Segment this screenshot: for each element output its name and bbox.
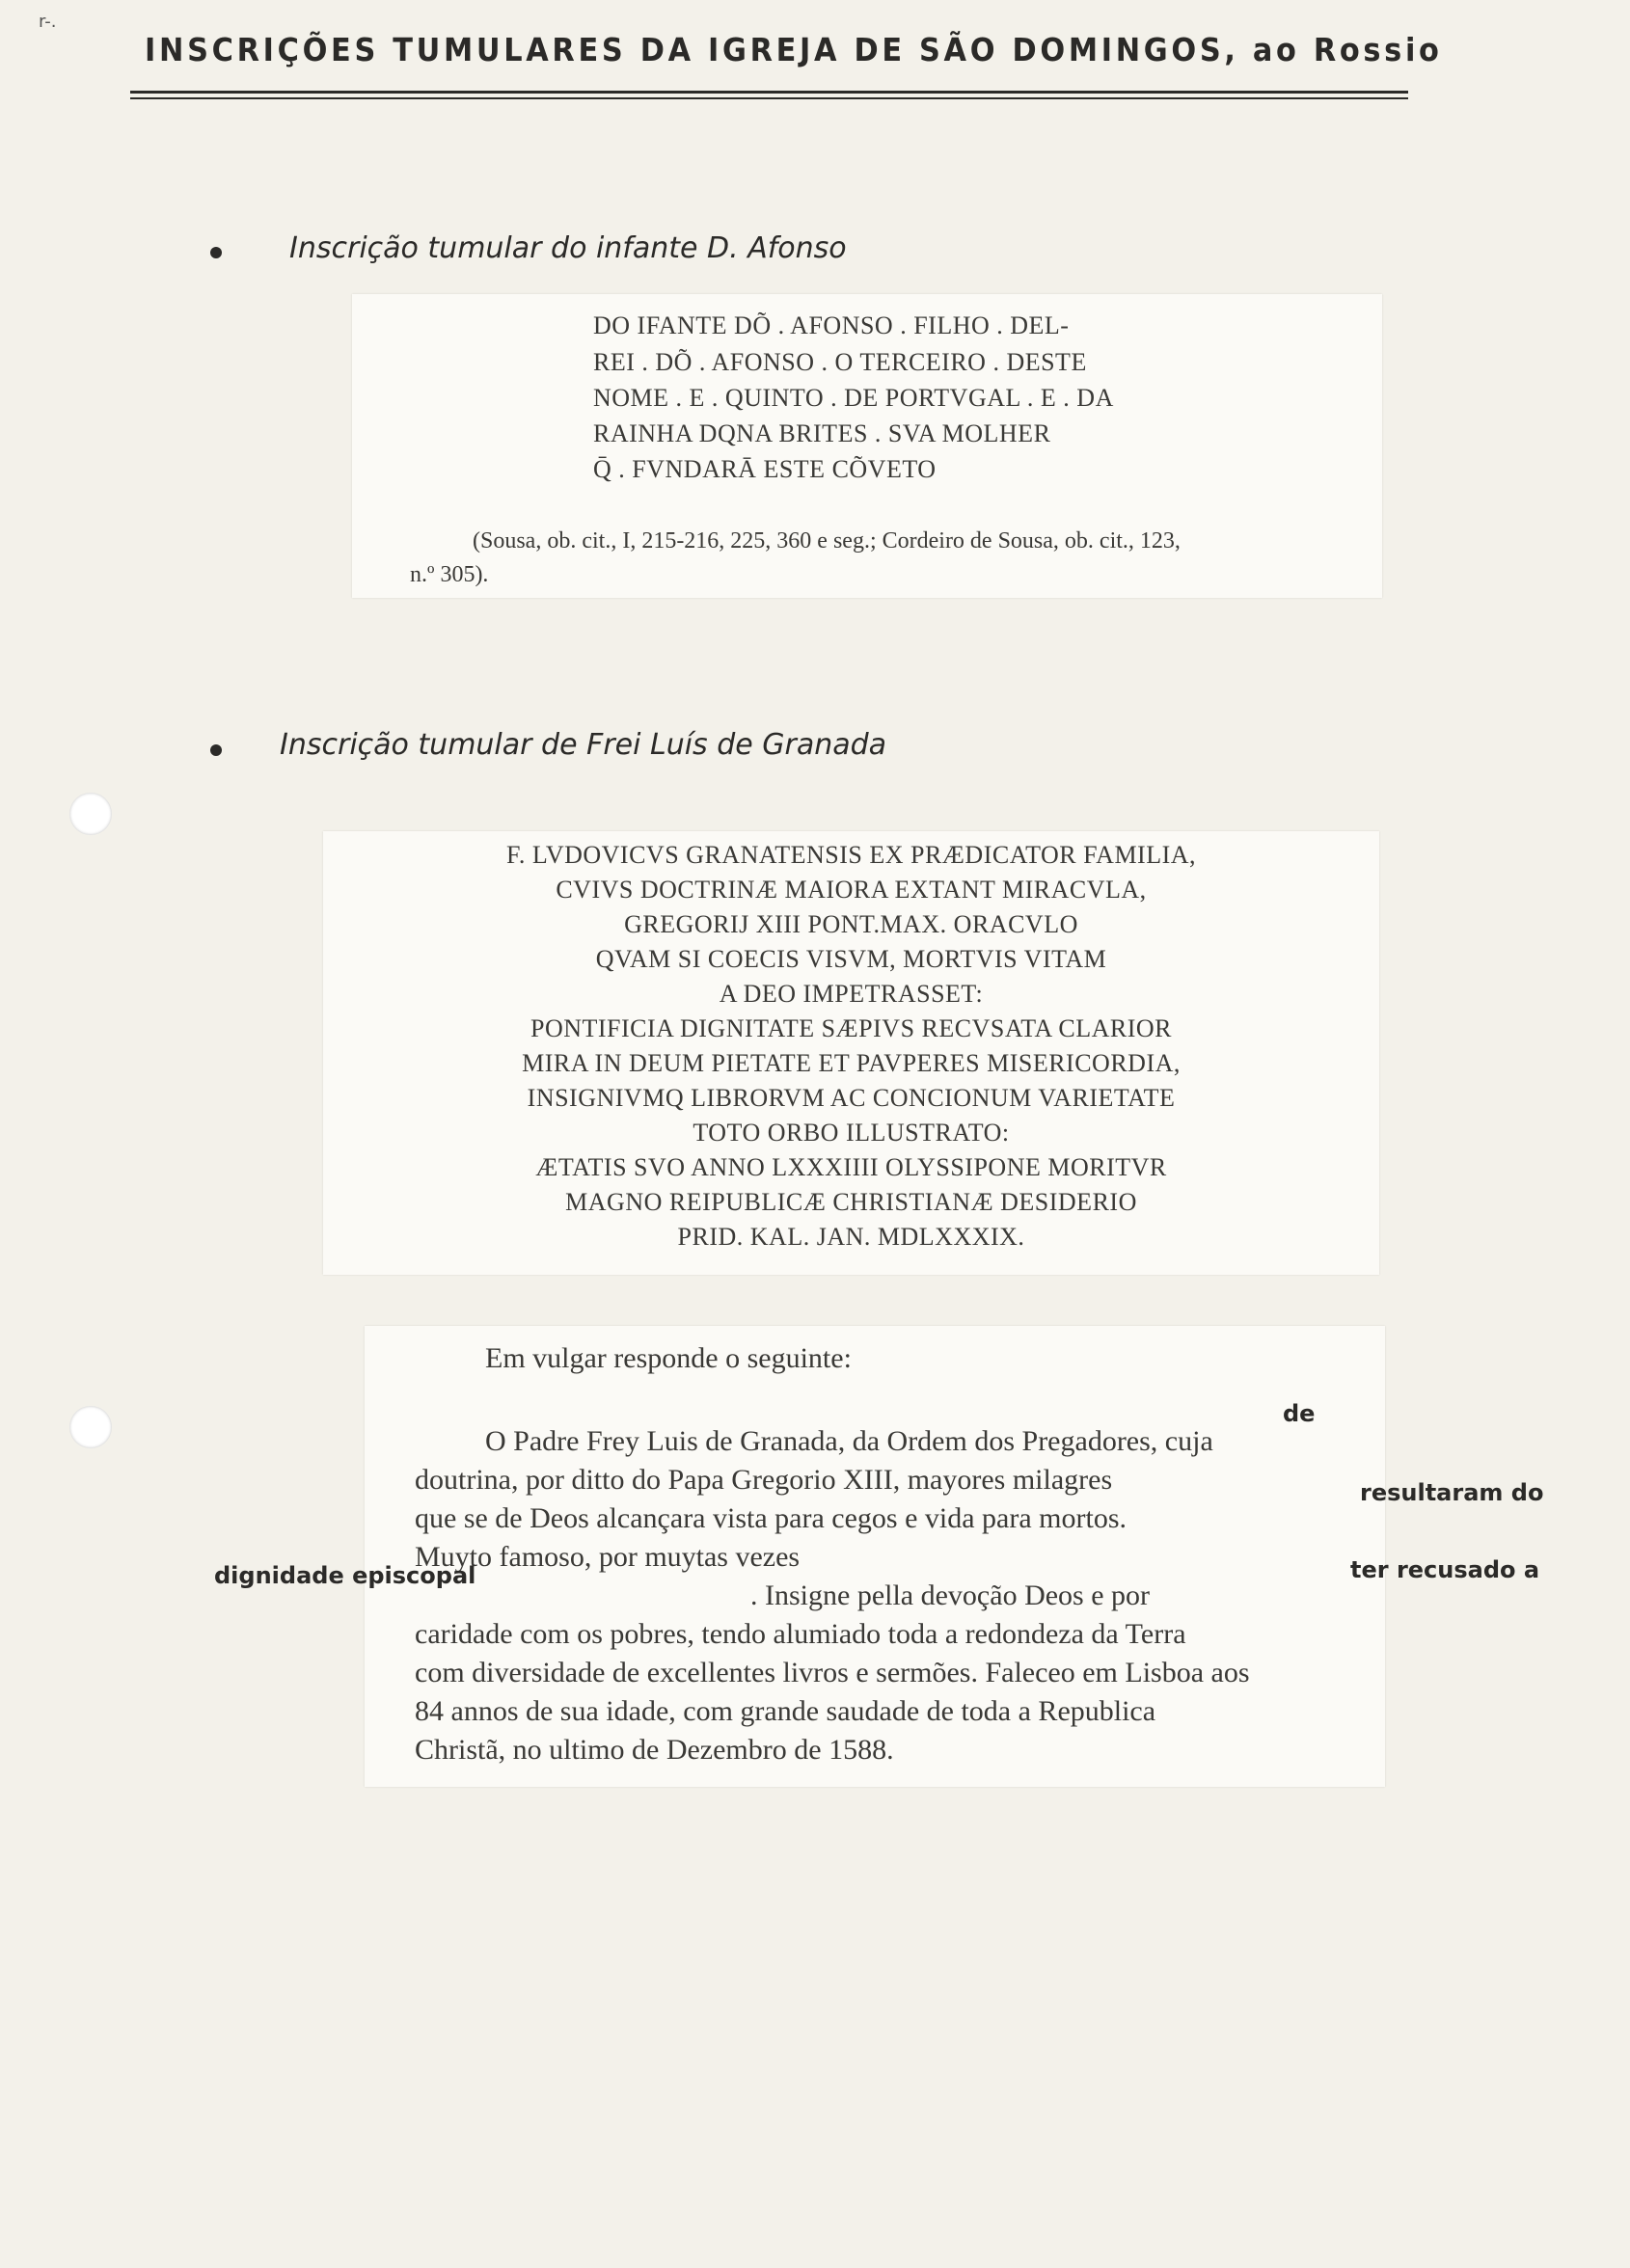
afonso-line-2: REI . DÕ . AFONSO . O TERCEIRO . DESTE xyxy=(593,348,1087,376)
granada-line-3: GREGORIJ XIII PONT.MAX. ORACVLO xyxy=(624,910,1078,938)
granada-line-10: ÆTATIS SVO ANNO LXXXIIII OLYSSIPONE MORITVR xyxy=(535,1153,1167,1181)
granada-line-2: CVIVS DOCTRINÆ MAIORA EXTANT MIRACVLA, xyxy=(556,876,1147,904)
translation-line-3: que se de Deos alcançara vista para cegos e vida para mortos. xyxy=(415,1502,1127,1534)
page-heading: INSCRIÇÕES TUMULARES DA IGREJA DE SÃO DOMINGOS, ao Rossio xyxy=(145,31,1443,68)
granada-line-8: INSIGNIVMQ LIBRORVM AC CONCIONUM VARIETATE xyxy=(527,1084,1176,1112)
punch-hole-1 xyxy=(69,793,112,835)
inscription-slip-granada xyxy=(323,831,1379,1275)
annotation-left-line5: dignidade episcopal xyxy=(214,1562,476,1589)
bullet-2 xyxy=(210,744,222,756)
translation-slip xyxy=(365,1326,1385,1787)
translation-line-2: doutrina, por ditto do Papa Gregorio XIII, mayores milagres xyxy=(415,1464,1113,1496)
annotation-insert-de: de xyxy=(1283,1400,1316,1427)
heading-underline-1 xyxy=(130,91,1408,94)
afonso-line-4: RAINHA DQNA BRITES . SVA MOLHER xyxy=(593,419,1051,447)
annotation-right-line3: resultaram do xyxy=(1360,1479,1544,1506)
translation-line-6: caridade com os pobres, tendo alumiado toda a redondeza da Terra xyxy=(415,1618,1186,1650)
bullet-1 xyxy=(210,247,222,258)
granada-line-6: PONTIFICIA DIGNITATE SÆPIVS RECVSATA CLARIOR xyxy=(530,1014,1172,1042)
afonso-line-5: Q̄ . FVNDARĀ ESTE CÕVETO xyxy=(593,455,937,483)
section1-subtitle: Inscrição tumular do infante D. Afonso xyxy=(289,231,847,265)
translation-line-5: . Insigne pella devoção Deos e por xyxy=(750,1580,1151,1611)
punch-hole-2 xyxy=(69,1406,112,1448)
granada-line-4: QVAM SI COECIS VISVM, MORTVIS VITAM xyxy=(595,945,1107,973)
granada-line-9: TOTO ORBO ILLUSTRATO: xyxy=(693,1119,1010,1147)
translation-line-8: 84 annos de sua idade, com grande saudade de toda a Republica xyxy=(415,1695,1156,1727)
afonso-line-3: NOME . E . QUINTO . DE PORTVGAL . E . DA xyxy=(593,384,1114,412)
section2-subtitle: Inscrição tumular de Frei Luís de Granada xyxy=(280,728,887,762)
granada-line-12: PRID. KAL. JAN. MDLXXXIX. xyxy=(677,1223,1025,1251)
translation-line-7: com diversidade de excellentes livros e sermões. Faleceo em Lisboa aos xyxy=(415,1657,1250,1688)
inscription-slip-afonso xyxy=(352,294,1382,598)
granada-line-1: F. LVDOVICVS GRANATENSIS EX PRÆDICATOR FAMILIA, xyxy=(505,841,1197,869)
translation-intro: Em vulgar responde o seguinte: xyxy=(485,1342,852,1374)
corner-pencil-mark: r-. xyxy=(39,12,57,32)
granada-line-7: MIRA IN DEUM PIETATE ET PAVPERES MISERICORDIA, xyxy=(522,1049,1181,1077)
translation-line-1: O Padre Frey Luis de Granada, da Ordem dos Pregadores, cuja xyxy=(485,1425,1213,1457)
afonso-citation-line-2: n.º 305). xyxy=(410,562,489,587)
granada-line-5: A DEO IMPETRASSET: xyxy=(719,980,984,1008)
afonso-line-1: DO IFANTE DÕ . AFONSO . FILHO . DEL- xyxy=(593,311,1070,339)
translation-line-4: Muyto famoso, por muytas vezes xyxy=(415,1541,801,1573)
annotation-right-line4: ter recusado a xyxy=(1350,1556,1540,1583)
granada-line-11: MAGNO REIPUBLICÆ CHRISTIANÆ DESIDERIO xyxy=(565,1188,1137,1216)
translation-line-9: Christã, no ultimo de Dezembro de 1588. xyxy=(415,1734,894,1766)
heading-underline-2 xyxy=(130,97,1408,99)
afonso-citation-line-1: (Sousa, ob. cit., I, 215-216, 225, 360 e seg.; Cordeiro de Sousa, ob. cit., 123, xyxy=(473,528,1181,554)
